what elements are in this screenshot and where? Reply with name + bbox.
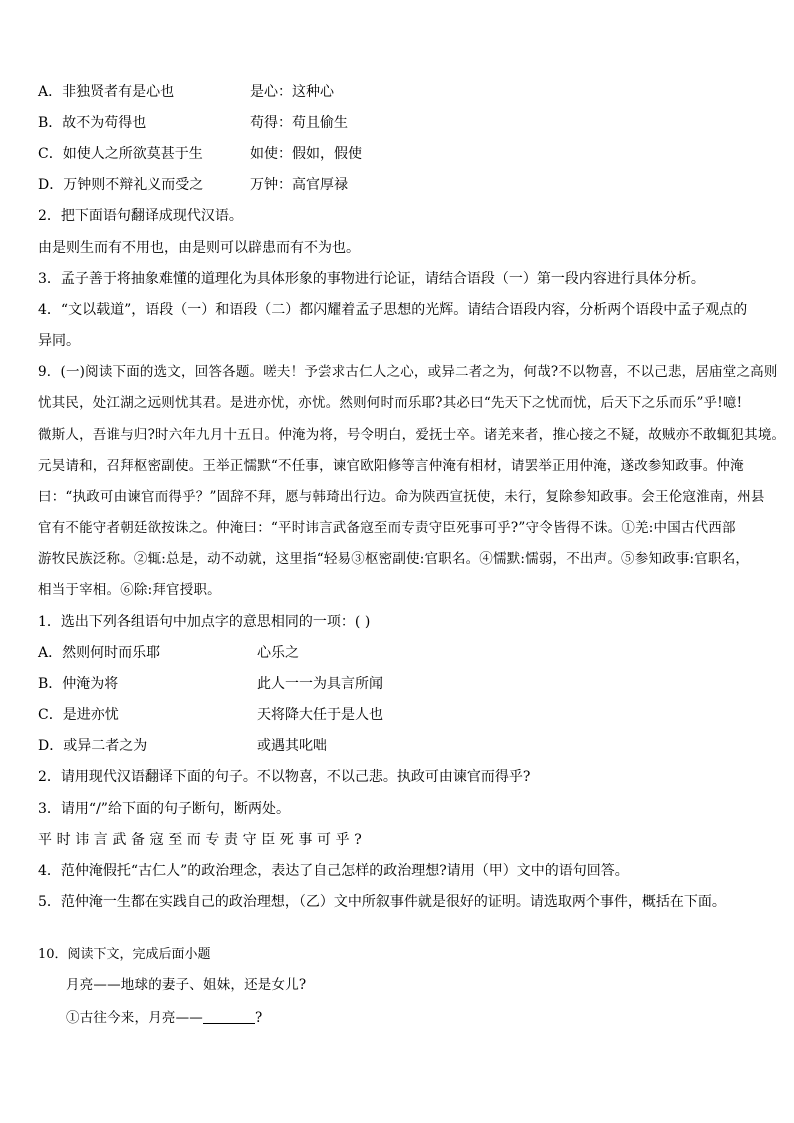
exam-page: A．非独贤者有是心也 是心：这种心 B．故不为苟得也 苟得：苟且偷生 C．如使人之所欲莫甚于生 如使：假如，假使 D．万钟则不辩礼义而受之 万钟：高官厚禄 2．把下面语句翻译成现代汉语。 由是则生而有不用也，由是则可以辟患而有不为也。 3．孟子善于将抽象难懂的道理化为具体形象的事物进行论证，请结合语段（一）第一段内容进行具体分析。 4．“文以载道”，语段（一）和语段（二）都闪耀着孟子思想的光辉。请结合语段内容，分析两个语段中孟子观点的 异同。 9．(一)阅读下面的选文，回答各题。嗟夫！予尝求古仁人之心，或异二者之为，何哉?不以物喜，不以己悲，居庙堂之高则 忧其民，处江湖之远则忧其君。是进亦忧，亦忧。然则何时而乐耶?其必曰“先天下之忧而忧，后天下之乐而乐”乎!噫! 微斯人，吾谁与归?时六年九月十五日。仲淹为将，号令明白，爱抚士卒。诸羌来者，推心接之不疑，故贼亦不敢辄犯其境。 元昊请和，召拜枢密副使。王举正懦默“不任事，谏官欧阳修等言仲淹有相材，请罢举正用仲淹，遂改参知政事。仲淹 曰：“执政可由谏官而得乎？”固辞不拜，愿与韩琦出行边。命为陕西宣抚使，未行，复除参知政事。会王伦寇淮南，州县 官有不能守者朝廷欲按诛之。仲淹曰：“平时讳言武备寇至而专责守臣死事可乎?”守令皆得不诛。①羌:中国古代西部 游牧民族泛称。②辄:总是，动不动就，这里指“轻易③枢密副使:官职名。④懦默:懦弱，不出声。⑤参知政事:官职名， 相当于宰相。⑥除:拜官授职。 1．选出下列各组语句中加点字的意思相同的一项：( ) A．然则何时而乐耶 心乐之 B．仲淹为将 此人一一为具言所闻 C．是进亦忧 天将降大任于是人也 D．或异二者之为 或遇其叱咄 2．请用现代汉语翻译下面的句子。不以物喜，不以己悲。执政可由谏官而得乎? 3．请用“/”给下面的句子断句，断两处。 平时讳言武备寇至而专责守臣死事可乎? 4．范仲淹假托“古仁人”的政治理念，表达了自己怎样的政治理想?请用（甲）文中的语句回答。 5．范仲淹一生都在实践自己的政治理想，（乙）文中所叙事件就是很好的证明。请选取两个事件，概括在下面。 10．阅读下文，完成后面小题 月亮——地球的妻子、姐妹，还是女儿? ①古往今来，月亮—— ? (0, 0, 794, 1123)
q9-passage-line: 9．(一)阅读下面的选文，回答各题。嗟夫！予尝求古仁人之心，或异二者之为，何哉?不以物喜，不以己悲，居庙堂之高则 (38, 364, 778, 380)
q9-passage-line: 相当于宰相。⑥除:拜官授职。 (38, 582, 221, 598)
q9-sub-question-4: 4．范仲淹假托“古仁人”的政治理念，表达了自己怎样的政治理想?请用（甲）文中的语句回答。 (38, 863, 629, 879)
q8-sub-question-3: 3．孟子善于将抽象难懂的道理化为具体形象的事物进行论证，请结合语段（一）第一段内容进行具体分析。 (38, 271, 705, 287)
q8-sub-question-4: 4．“文以载道”，语段（一）和语段（二）都闪耀着孟子思想的光辉。请结合语段内容，分析两个语段中孟子观点的 (38, 302, 748, 318)
q9-passage-line: 曰：“执政可由谏官而得乎？”固辞不拜，愿与韩琦出行边。命为陕西宣抚使，未行，复除参知政事。会王伦寇淮南，州县 (38, 489, 765, 505)
q10-article-title: 月亮——地球的妻子、姐妹，还是女儿? (66, 977, 307, 993)
q9-sub-question-2: 2．请用现代汉语翻译下面的句子。不以物喜，不以己悲。执政可由谏官而得乎? (38, 769, 531, 785)
q10-title: 10．阅读下文，完成后面小题 (38, 947, 211, 962)
q10-first-line: ①古往今来，月亮—— ? (66, 1010, 263, 1026)
q9-passage-line: 忧其民，处江湖之远则忧其君。是进亦忧，亦忧。然则何时而乐耶?其必曰“先天下之忧而忧，后天下之乐而乐”乎!噫! (38, 395, 743, 411)
q8-sub-question-4-cont: 异同。 (38, 333, 80, 349)
q9-passage-line: 微斯人，吾谁与归?时六年九月十五日。仲淹为将，号令明白，爱抚士卒。诸羌来者，推心接之不疑，故贼亦不敢辄犯其境。 (38, 427, 786, 443)
q9-passage-line: 元昊请和，召拜枢密副使。王举正懦默“不任事，谏官欧阳修等言仲淹有相材，请罢举正用仲淹，遂改参知政事。仲淹 (38, 458, 744, 474)
q9-sub-question-1: 1．选出下列各组语句中加点字的意思相同的一项：( ) (38, 614, 371, 630)
q8-sentence: 由是则生而有不用也，由是则可以辟患而有不为也。 (38, 240, 360, 256)
q9-segmentation-sentence: 平时讳言武备寇至而专责守臣死事可乎? (38, 832, 367, 848)
answer-blank[interactable] (203, 1009, 255, 1024)
q8-sub-question-2: 2．把下面语句翻译成现代汉语。 (38, 208, 243, 224)
q9-passage-line: 游牧民族泛称。②辄:总是，动不动就，这里指“轻易③枢密副使:官职名。④懦默:懦弱，不出声。⑤参知政事:官职名， (38, 551, 750, 567)
q9-sub-question-5: 5．范仲淹一生都在实践自己的政治理想，（乙）文中所叙事件就是很好的证明。请选取两个事件，概括在下面。 (38, 894, 726, 910)
q9-sub-question-3: 3．请用“/”给下面的句子断句，断两处。 (38, 801, 290, 817)
q9-passage-line: 官有不能守者朝廷欲按诛之。仲淹曰：“平时讳言武备寇至而专责守臣死事可乎?”守令皆得不诛。①羌:中国古代西部 (38, 520, 736, 536)
